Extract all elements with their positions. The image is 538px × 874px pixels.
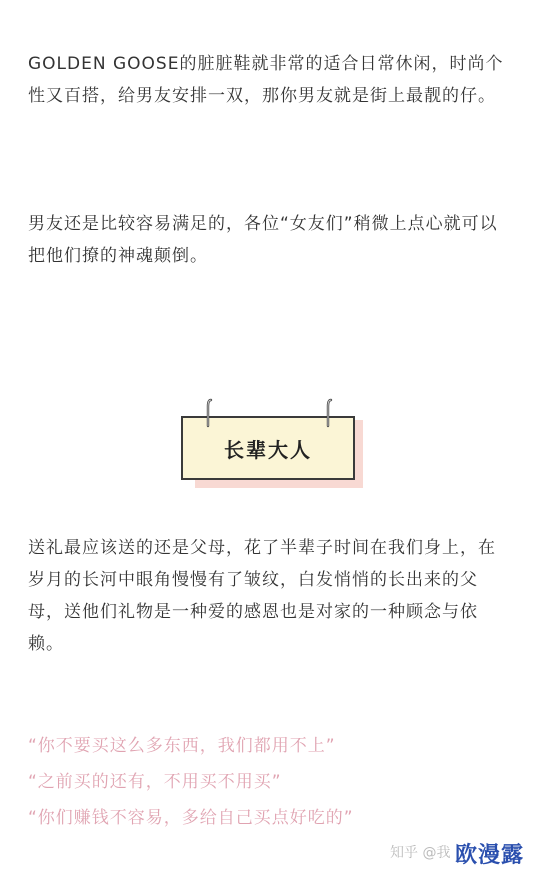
quote-line: “你们赚钱不容易，多给自己买点好吃的” — [28, 808, 354, 828]
paragraph-parents: 送礼最应该送的还是父母，花了半辈子时间在我们身上，在岁月的长河中眼角慢慢有了皱纹，白发悄悄的长出来的父母，送他们礼物是一种爱的感恩也是对家的一种顾念与依赖。 — [28, 538, 496, 654]
quote-line: “之前买的还有，不用买不用买” — [28, 772, 282, 792]
section-title: 长辈大人 — [224, 437, 312, 462]
zhihu-watermark: 知乎 @我 — [390, 845, 451, 861]
paragraph-golden-goose: GOLDEN GOOSE的脏脏鞋就非常的适合日常休闲，时尚个性又百搭，给男友安排一双，那你男友就是街上最靓的仔。 — [28, 54, 504, 106]
paragraph-boyfriend: 男友还是比较容易满足的，各位“女友们”稍微上点心就可以把他们撩的神魂颠倒。 — [28, 214, 498, 266]
binder-ring-icon — [203, 398, 213, 428]
section-tag — [181, 396, 363, 494]
site-logo: 欧漫露 — [455, 843, 525, 868]
quote-line: “你不要买这么多东西，我们都用不上” — [28, 736, 336, 756]
binder-ring-icon — [323, 398, 333, 428]
